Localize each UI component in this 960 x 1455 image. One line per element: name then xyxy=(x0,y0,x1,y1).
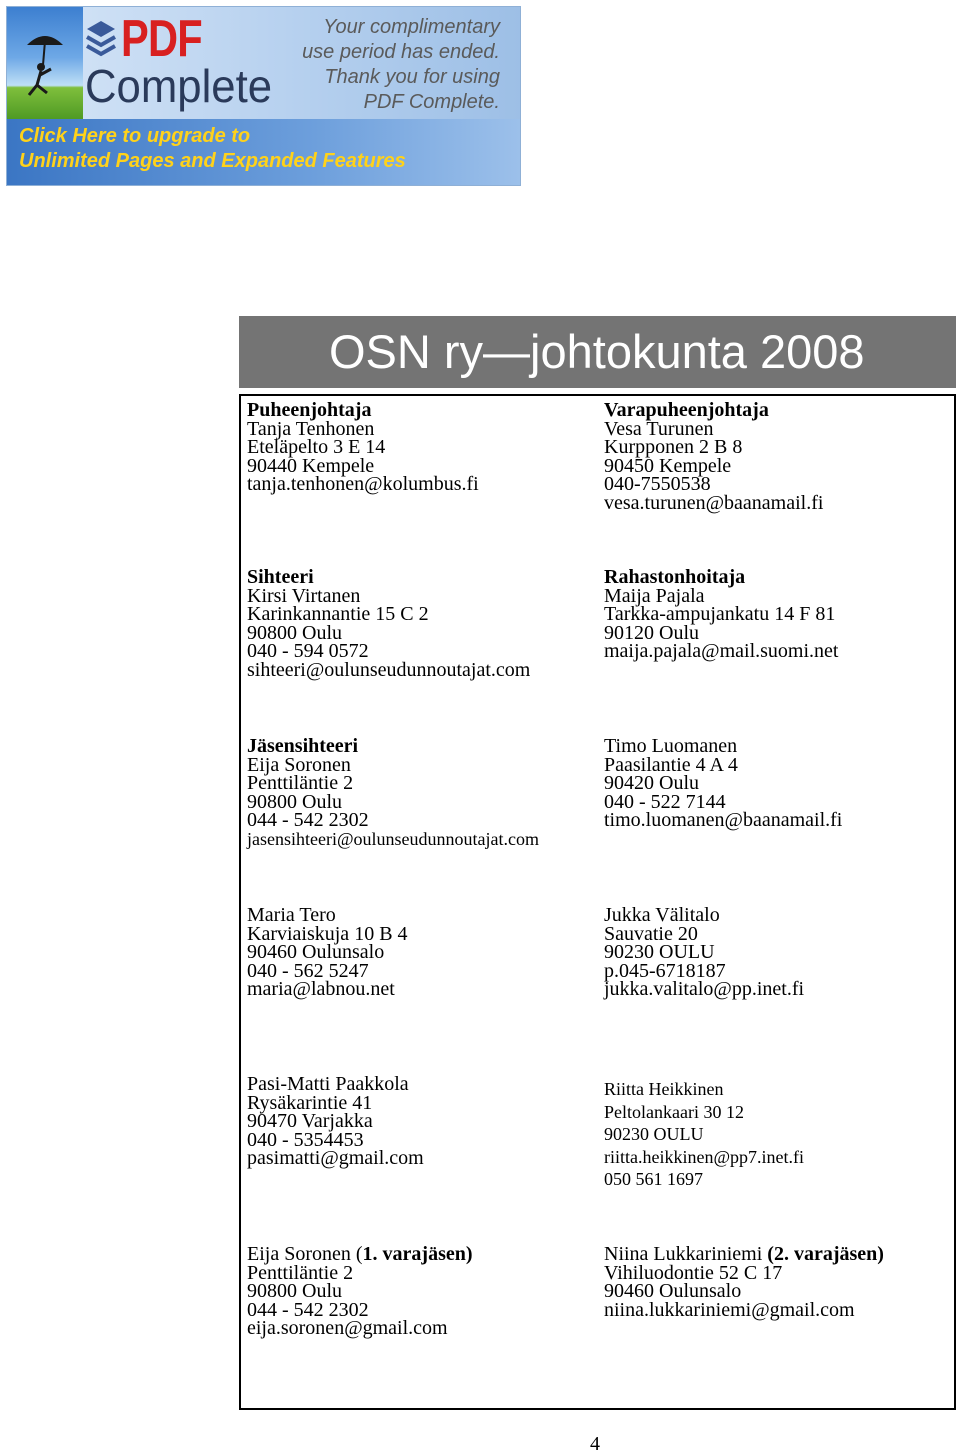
member-deputy-note: (2. varajäsen) xyxy=(767,1243,884,1265)
member-address: Sauvatie 20 xyxy=(604,922,698,945)
member-address: Paasilantie 4 A 4 xyxy=(604,753,738,776)
member-address: Penttiläntie 2 xyxy=(247,1261,354,1284)
member-role: Puheenjohtaja xyxy=(247,399,372,421)
member-address: Penttiläntie 2 xyxy=(247,772,354,794)
member-email: sihteeri@oulunseudunnoutajat.com xyxy=(247,658,531,681)
member-city: 90800 Oulu xyxy=(247,1280,342,1302)
member-city: 90230 OULU xyxy=(604,1124,704,1144)
member-card xyxy=(604,737,842,830)
member-address: Eteläpelto 3 E 14 xyxy=(247,436,386,458)
member-name: Eija Soronen xyxy=(247,753,351,776)
member-role: Varapuheenjohtaja xyxy=(604,399,769,421)
member-name: Timo Luomanen xyxy=(604,735,738,757)
member-name-line xyxy=(247,1245,473,1264)
umbrella-jumper-icon xyxy=(7,7,83,119)
member-city: 90460 Oulunsalo xyxy=(604,1280,742,1302)
member-phone: 040-7550538 xyxy=(604,473,711,495)
member-phone: 040 - 562 5247 xyxy=(247,959,369,982)
message-line: PDF Complete. xyxy=(363,91,500,113)
member-name: Niina Lukkariniemi xyxy=(604,1243,763,1265)
member-city: 90420 Oulu xyxy=(604,772,699,794)
member-card xyxy=(247,906,408,999)
member-email: jasensihteeri@oulunseudunnoutajat.com xyxy=(247,828,540,849)
member-address: Vihiluodontie 52 C 17 xyxy=(604,1261,783,1284)
member-email: eija.soronen@gmail.com xyxy=(247,1317,448,1339)
title-bar xyxy=(239,316,956,388)
member-card-membership-secretary xyxy=(247,737,539,848)
member-phone: 044 - 542 2302 xyxy=(247,809,369,831)
member-card xyxy=(604,906,804,999)
member-city: 90470 Varjakka xyxy=(247,1110,373,1132)
member-address: Kurpponen 2 B 8 xyxy=(604,436,743,458)
member-deputy-note: 1. varajäsen) xyxy=(362,1243,473,1265)
member-email: maria@labnou.net xyxy=(247,978,395,1000)
member-email: timo.luomanen@baanamail.fi xyxy=(604,809,843,831)
member-name: Tanja Tenhonen xyxy=(247,417,375,440)
member-role: Sihteeri xyxy=(247,566,314,588)
member-email: riitta.heikkinen@pp7.inet.fi xyxy=(604,1146,805,1167)
member-email: pasimatti@gmail.com xyxy=(247,1147,424,1169)
member-city: 90450 Kempele xyxy=(604,454,732,477)
member-email: tanja.tenhonen@kolumbus.fi xyxy=(247,473,479,495)
member-phone: 040 - 5354453 xyxy=(247,1128,364,1151)
member-address: Karinkannantie 15 C 2 xyxy=(247,603,429,625)
member-card xyxy=(604,1078,804,1191)
member-role: Jäsensihteeri xyxy=(247,735,359,757)
member-card-deputy-1 xyxy=(247,1245,473,1338)
member-card-vice-chair xyxy=(604,401,823,512)
member-name-line xyxy=(604,1245,884,1264)
upgrade-banner[interactable] xyxy=(6,6,521,186)
member-card-deputy-2 xyxy=(604,1245,884,1319)
member-name: Pasi-Matti Paakkola xyxy=(247,1073,409,1095)
member-card-treasurer xyxy=(604,568,838,661)
member-phone: 040 - 594 0572 xyxy=(247,640,369,662)
member-address: Tarkka-ampujankatu 14 F 81 xyxy=(604,603,836,625)
member-name: Maija Pajala xyxy=(604,584,705,607)
member-email: niina.lukkariniemi@gmail.com xyxy=(604,1298,855,1321)
member-city: 90460 Oulunsalo xyxy=(247,941,385,963)
member-name: Maria Tero xyxy=(247,904,336,926)
member-phone: 050 561 1697 xyxy=(604,1169,703,1189)
upgrade-link-line[interactable]: Unlimited Pages and Expanded Features xyxy=(19,150,406,172)
member-card-chair xyxy=(247,401,479,494)
member-name: Riitta Heikkinen xyxy=(604,1079,724,1099)
trial-ended-message xyxy=(260,15,500,115)
member-city: 90800 Oulu xyxy=(247,790,342,813)
member-city: 90230 OULU xyxy=(604,941,715,963)
member-address: Peltolankaari 30 12 xyxy=(604,1101,744,1122)
member-city: 90120 Oulu xyxy=(604,621,699,644)
pdf-complete-logo-icon xyxy=(85,19,117,59)
page-title: OSN ry—johtokunta 2008 xyxy=(329,325,865,378)
message-line: use period has ended. xyxy=(302,41,500,63)
member-phone: 040 - 522 7144 xyxy=(604,790,726,813)
upgrade-link-line[interactable]: Click Here to upgrade to xyxy=(19,125,251,147)
message-line: Thank you for using xyxy=(324,66,500,88)
member-name: Eija Soronen xyxy=(247,1243,351,1265)
member-email: vesa.turunen@baanamail.fi xyxy=(604,491,824,514)
brand-pdf: PDF xyxy=(121,10,202,68)
member-city: 90440 Kempele xyxy=(247,454,375,477)
member-phone: 044 - 542 2302 xyxy=(247,1298,369,1321)
banner-photo xyxy=(7,7,83,119)
message-line: Your complimentary xyxy=(323,16,500,38)
page-number: 4 xyxy=(590,1433,600,1455)
upgrade-link[interactable] xyxy=(7,119,520,186)
member-name: Jukka Välitalo xyxy=(604,904,720,926)
member-address: Rysäkarintie 41 xyxy=(247,1091,373,1114)
member-address: Karviaiskuja 10 B 4 xyxy=(247,922,408,945)
brand-complete: Complete xyxy=(85,60,273,112)
member-email: maija.pajala@mail.suomi.net xyxy=(604,640,839,662)
member-note-open: ( xyxy=(350,1243,363,1265)
member-name: Kirsi Virtanen xyxy=(247,584,361,607)
member-email: jukka.valitalo@pp.inet.fi xyxy=(604,978,805,1000)
member-city: 90800 Oulu xyxy=(247,621,342,644)
member-role: Rahastonhoitaja xyxy=(604,566,746,588)
member-phone: p.045-6718187 xyxy=(604,959,726,982)
member-name: Vesa Turunen xyxy=(604,417,714,440)
member-card xyxy=(247,1075,424,1168)
member-card-secretary xyxy=(247,568,530,679)
